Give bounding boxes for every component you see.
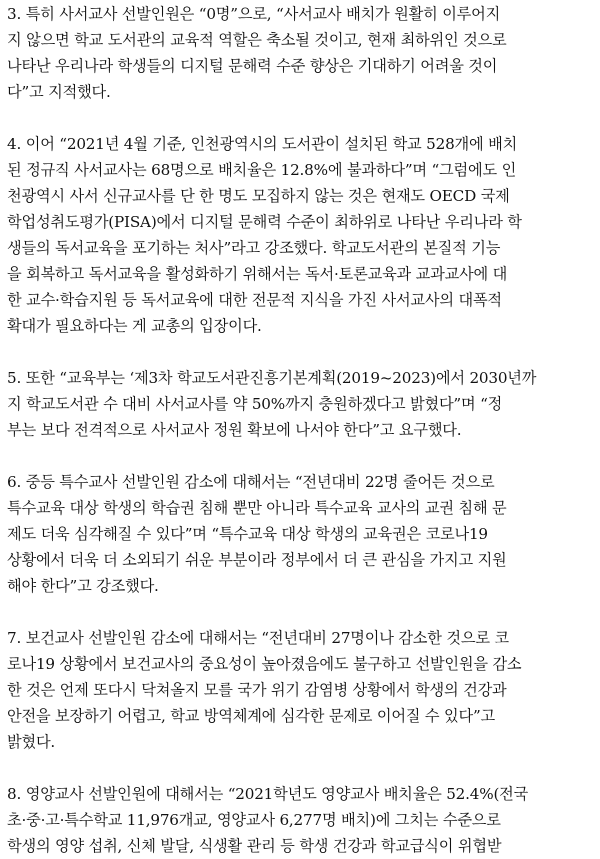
text-line: 부는 보다 전격적으로 사서교사 정원 확보에 나서야 한다”고 요구했다.: [7, 421, 462, 439]
text-line: 초·중·고·특수학교 11,976개교, 영양교사 6,277명 배치)에 그치는 수준으로: [7, 811, 501, 829]
text-line: 학업성취도평가(PISA)에서 디지털 문해력 수준이 최하위로 나타난 우리나라 학: [7, 213, 522, 231]
text-line: 7. 보건교사 선발인원 감소에 대해서는 “전년대비 27명이나 감소한 것으로 코: [7, 629, 509, 647]
paragraph: [7, 1, 591, 105]
text-line: 로나19 상황에서 보건교사의 중요성이 높아졌음에도 불구하고 선발인원을 감소: [7, 655, 522, 673]
text-line: 학생의 영양 섭취, 신체 발달, 식생활 관리 등 학생 건강과 학교급식이 위협받: [7, 837, 502, 855]
text-line: 생들의 독서교육을 포기하는 처사”라고 강조했다. 학교도서관의 본질적 기능: [7, 239, 501, 257]
text-line: 5. 또한 “교육부는 ‘제3차 학교도서관진흥기본계획(2019~2023)에서 2030년까: [7, 369, 537, 387]
text-line: 밝혔다.: [7, 733, 56, 751]
text-line: 나타난 우리나라 학생들의 디지털 문해력 수준 향상은 기대하기 어려울 것이: [7, 57, 498, 75]
text-line: 4. 이어 “2021년 4월 기준, 인천광역시의 도서관이 설치된 학교 528개에 배치: [7, 135, 518, 153]
document-body: [7, 0, 591, 859]
paragraph-spacer: [7, 339, 591, 365]
text-line: 해야 한다”고 강조했다.: [7, 577, 159, 595]
text-line: 안전을 보장하기 어렵고, 학교 방역체계에 심각한 문제로 이어질 수 있다”고: [7, 707, 495, 725]
paragraph-spacer: [7, 755, 591, 781]
paragraph-spacer: [7, 105, 591, 131]
text-line: 된 정규직 사서교사는 68명으로 배치율은 12.8%에 불과하다”며 “그럼에도 인: [7, 161, 517, 179]
paragraph: [7, 131, 591, 339]
paragraph: [7, 365, 591, 443]
text-line: 8. 영양교사 선발인원에 대해서는 “2021학년도 영양교사 배치율은 52.4%(전국: [7, 785, 529, 803]
text-line: 지 않으면 학교 도서관의 교육적 역할은 축소될 것이고, 현재 최하위인 것으로: [7, 31, 507, 49]
text-line: 지 학교도서관 수 대비 사서교사를 약 50%까지 충원하겠다고 밝혔다”며 “정: [7, 395, 503, 413]
paragraph: [7, 469, 591, 599]
paragraph-spacer: [7, 599, 591, 625]
text-line: 특수교육 대상 학생의 학습권 침해 뿐만 아니라 특수교육 교사의 교권 침해 문: [7, 499, 507, 517]
paragraph: [7, 781, 591, 859]
text-line: 을 회복하고 독서교육을 활성화하기 위해서는 독서·토론교육과 교과교사에 대: [7, 265, 508, 283]
text-line: 3. 특히 사서교사 선발인원은 “0명”으로, “사서교사 배치가 원활히 이루어지: [7, 5, 501, 23]
paragraph: [7, 625, 591, 755]
text-line: 확대가 필요하다는 게 교총의 입장이다.: [7, 317, 262, 335]
text-line: 제도 더욱 심각해질 수 있다”며 “특수교육 대상 학생의 교육권은 코로나19: [7, 525, 488, 543]
paragraph-spacer: [7, 443, 591, 469]
text-line: 천광역시 사서 신규교사를 단 한 명도 모집하지 않는 것은 현재도 OECD 국제: [7, 187, 510, 205]
text-line: 6. 중등 특수교사 선발인원 감소에 대해서는 “전년대비 22명 줄어든 것으로: [7, 473, 495, 491]
text-line: 한 것은 언제 또다시 닥쳐올지 모를 국가 위기 감염병 상황에서 학생의 건강과: [7, 681, 507, 699]
text-line: 한 교수·학습지원 등 독서교육에 대한 전문적 지식을 가진 사서교사의 대폭적: [7, 291, 502, 309]
text-line: 상황에서 더욱 더 소외되기 쉬운 부분이라 정부에서 더 큰 관심을 가지고 지원: [7, 551, 507, 569]
text-line: 다”고 지적했다.: [7, 83, 111, 101]
